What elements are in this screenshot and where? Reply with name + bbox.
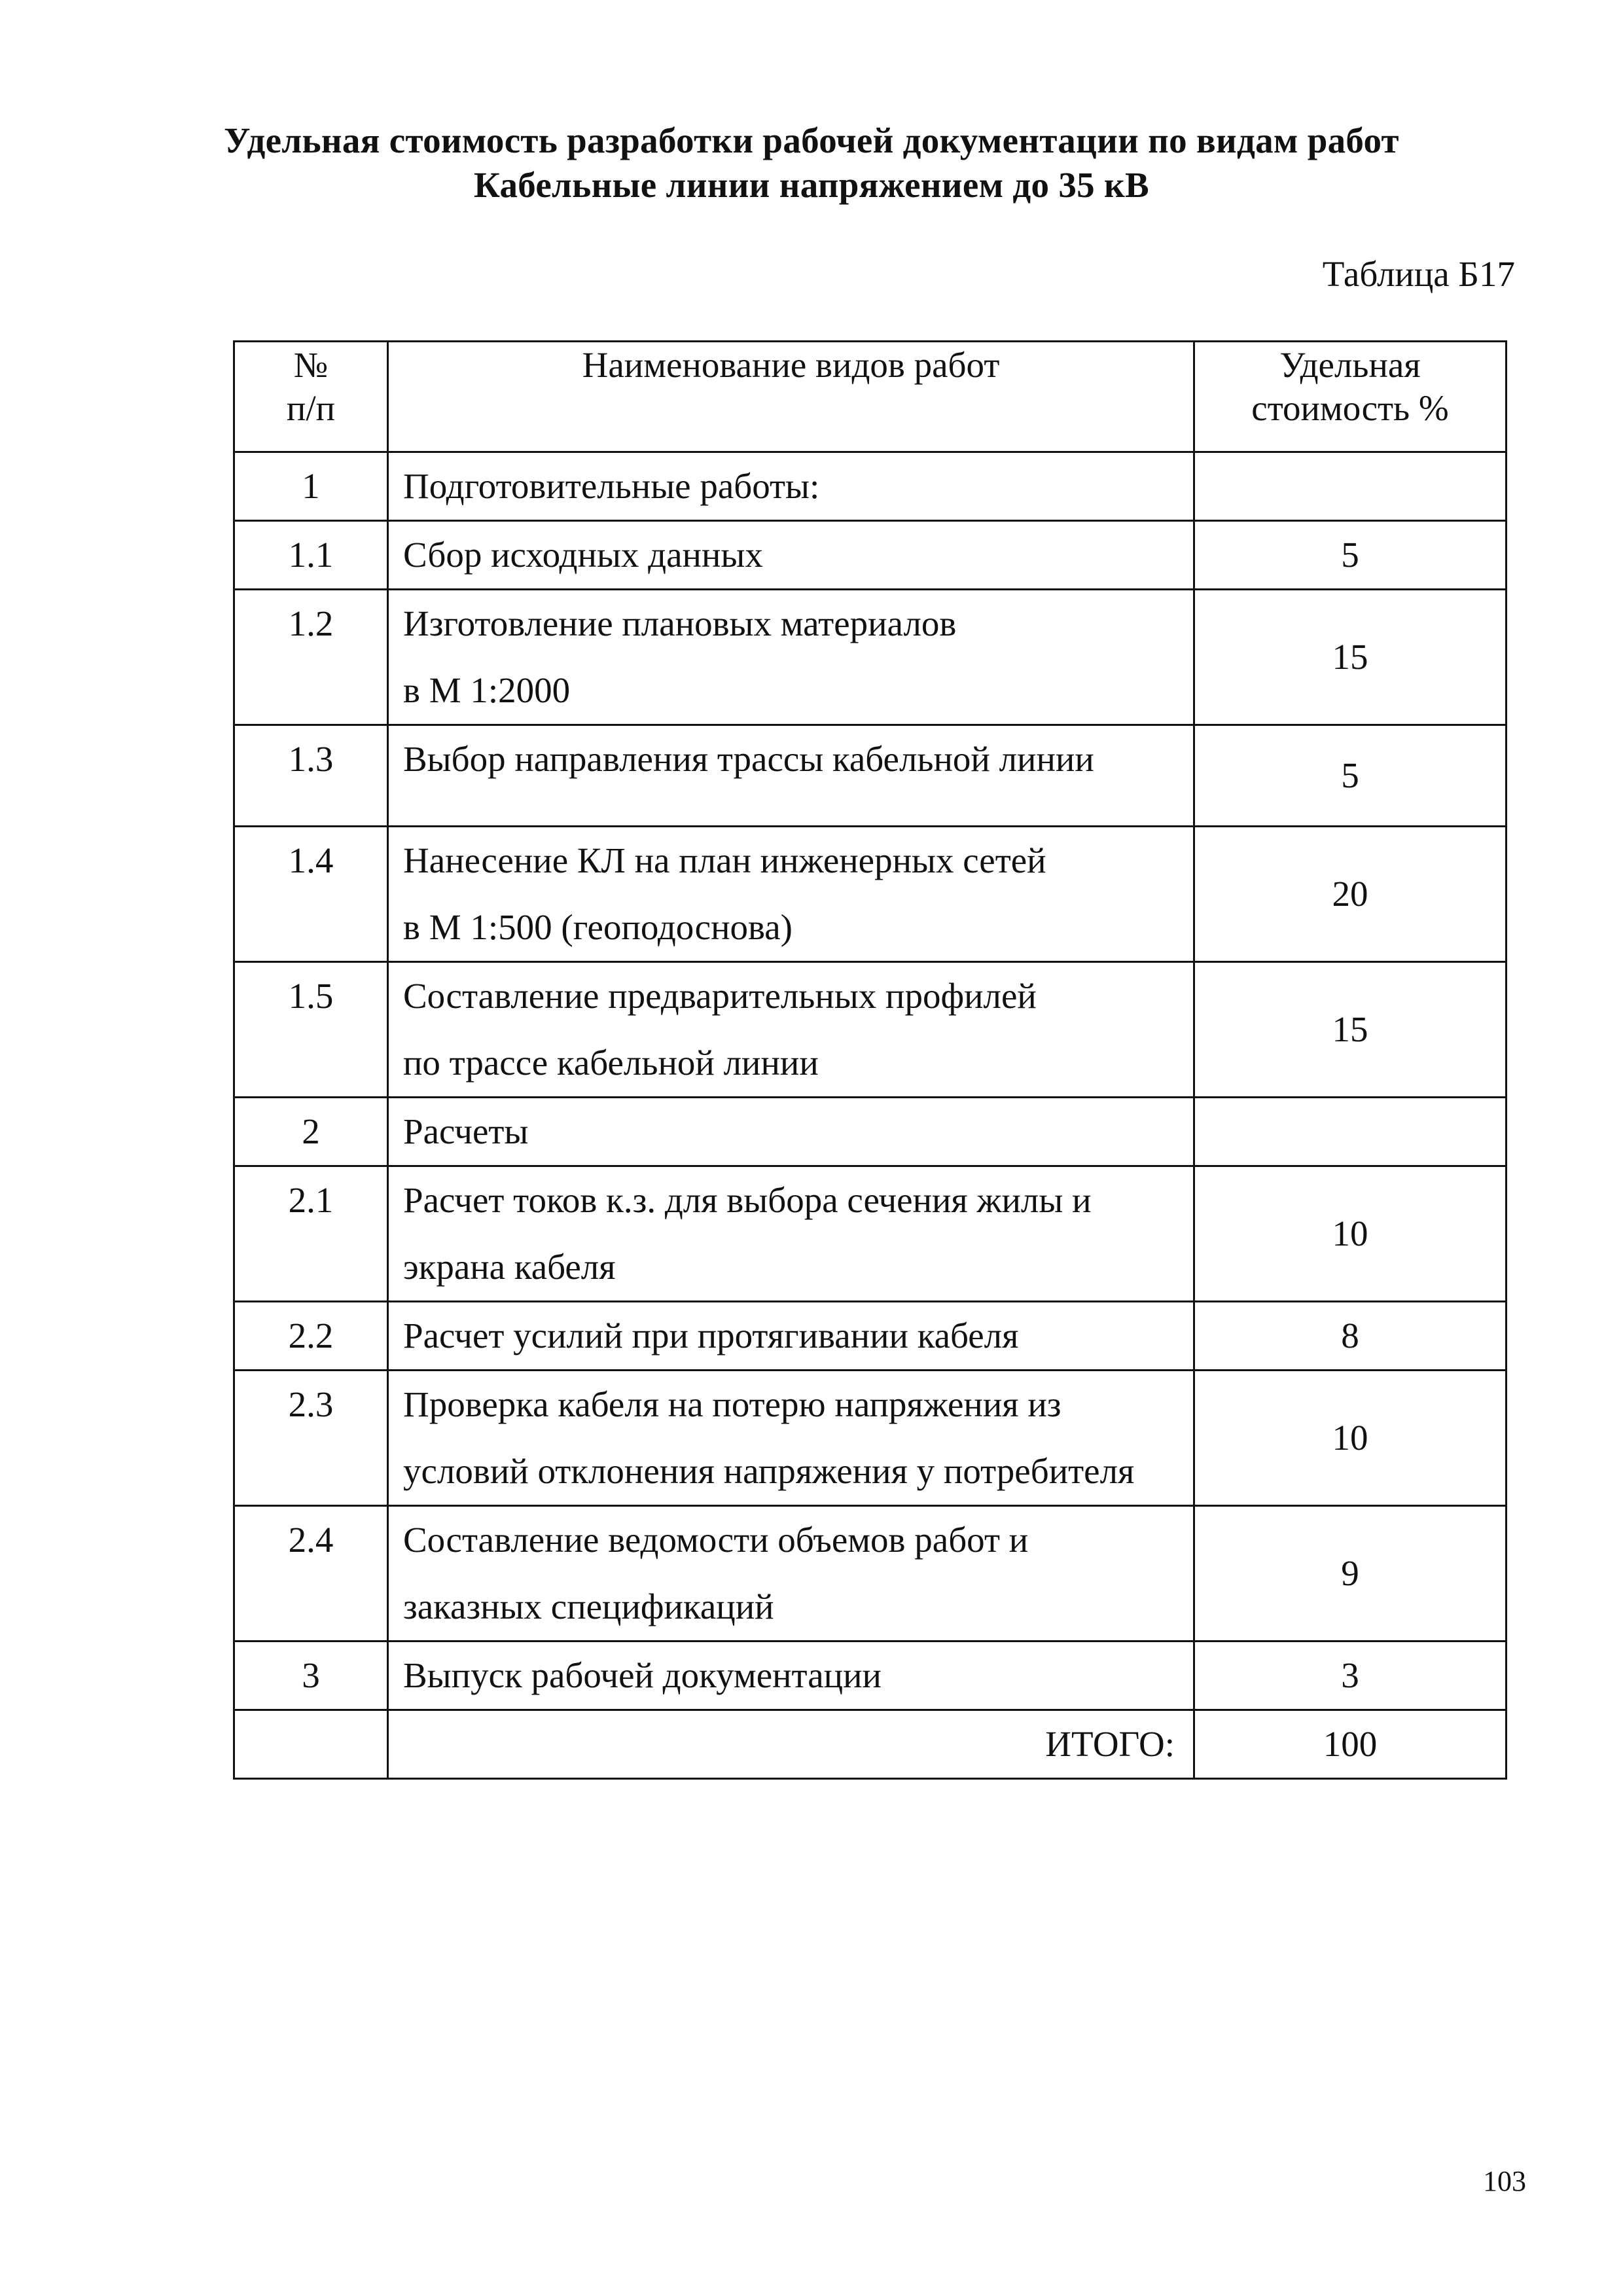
table-header-row [234,342,1507,452]
row-unit-cost: 15 [1194,590,1507,725]
page-number: 103 [1483,2165,1526,2197]
header-work-name-text: Наименование видов работ [582,345,1000,385]
row-work-name-line1: Расчет токов к.з. для выбора сечения жилы и [403,1180,1092,1220]
row-unit-cost: 5 [1194,521,1507,590]
header-work-name [388,342,1194,452]
row-work-name-line1: Изготовление плановых материалов [403,603,957,643]
total-value: 100 [1194,1710,1507,1779]
table-row [234,521,1507,590]
row-number: 2.2 [234,1302,388,1371]
table-label: Таблица Б17 [1322,254,1515,294]
row-work-name-line2: экрана кабеля [403,1247,616,1287]
row-number: 1.5 [234,962,388,1098]
table-total-row [234,1710,1507,1779]
row-unit-cost: 10 [1194,1166,1507,1302]
row-unit-cost: 5 [1194,725,1507,827]
row-number: 1.4 [234,827,388,962]
table-row [234,452,1507,521]
row-work-name: Сбор исходных данных [388,521,1194,590]
table-row [234,827,1507,962]
row-work-name [388,590,1194,725]
total-empty-cell [234,1710,388,1779]
row-work-name-line2: заказных спецификаций [403,1587,774,1626]
row-work-name [388,1506,1194,1641]
row-number: 1.1 [234,521,388,590]
table-row [234,1302,1507,1371]
header-number [234,342,388,452]
row-work-name-line2: условий отклонения напряжения у потребителя [403,1451,1135,1491]
header-number-line2: п/п [286,388,336,428]
row-work-name-line1: Проверка кабеля на потерю напряжения из [403,1384,1061,1424]
document-title-line1: Удельная стоимость разработки рабочей документации по видам работ [224,120,1399,160]
row-work-name [388,827,1194,962]
table-row [234,1098,1507,1166]
table-row [234,725,1507,827]
row-work-name [388,962,1194,1098]
row-work-name-line2: по трассе кабельной линии [403,1043,819,1083]
row-work-name: Выбор направления трассы кабельной линии [388,725,1194,827]
row-number: 2 [234,1098,388,1166]
row-unit-cost: 10 [1194,1371,1507,1506]
row-unit-cost: 9 [1194,1506,1507,1641]
row-number: 1 [234,452,388,521]
row-number: 1.3 [234,725,388,827]
row-work-name: Расчеты [388,1098,1194,1166]
row-work-name-line2: в М 1:2000 [403,670,571,710]
table-row [234,590,1507,725]
header-number-line1: № [293,345,329,385]
document-title-line2: Кабельные линии напряжением до 35 кВ [473,165,1149,205]
row-unit-cost: 15 [1194,962,1507,1098]
header-unit-cost-line1: Удельная [1279,345,1421,385]
row-work-name-line1: Составление ведомости объемов работ и [403,1520,1029,1560]
row-work-name: Расчет усилий при протягивании кабеля [388,1302,1194,1371]
table-row [234,1506,1507,1641]
row-unit-cost: 8 [1194,1302,1507,1371]
total-label: ИТОГО: [388,1710,1194,1779]
row-work-name: Подготовительные работы: [388,452,1194,521]
row-work-name [388,1371,1194,1506]
row-number: 2.4 [234,1506,388,1641]
table-row [234,962,1507,1098]
row-work-name-line1: Нанесение КЛ на план инженерных сетей [403,840,1046,880]
work-cost-table [233,340,1507,1780]
row-work-name-line2: в М 1:500 (геоподоснова) [403,907,793,947]
row-work-name: Выпуск рабочей документации [388,1641,1194,1710]
header-unit-cost [1194,342,1507,452]
table-row [234,1641,1507,1710]
row-unit-cost: 20 [1194,827,1507,962]
row-number: 1.2 [234,590,388,725]
row-number: 2.1 [234,1166,388,1302]
row-unit-cost: 3 [1194,1641,1507,1710]
table-row [234,1371,1507,1506]
row-work-name-line1: Составление предварительных профилей [403,976,1037,1016]
row-unit-cost [1194,452,1507,521]
table-row [234,1166,1507,1302]
row-unit-cost [1194,1098,1507,1166]
row-number: 2.3 [234,1371,388,1506]
row-number: 3 [234,1641,388,1710]
header-unit-cost-line2: стоимость % [1251,388,1449,428]
row-work-name [388,1166,1194,1302]
